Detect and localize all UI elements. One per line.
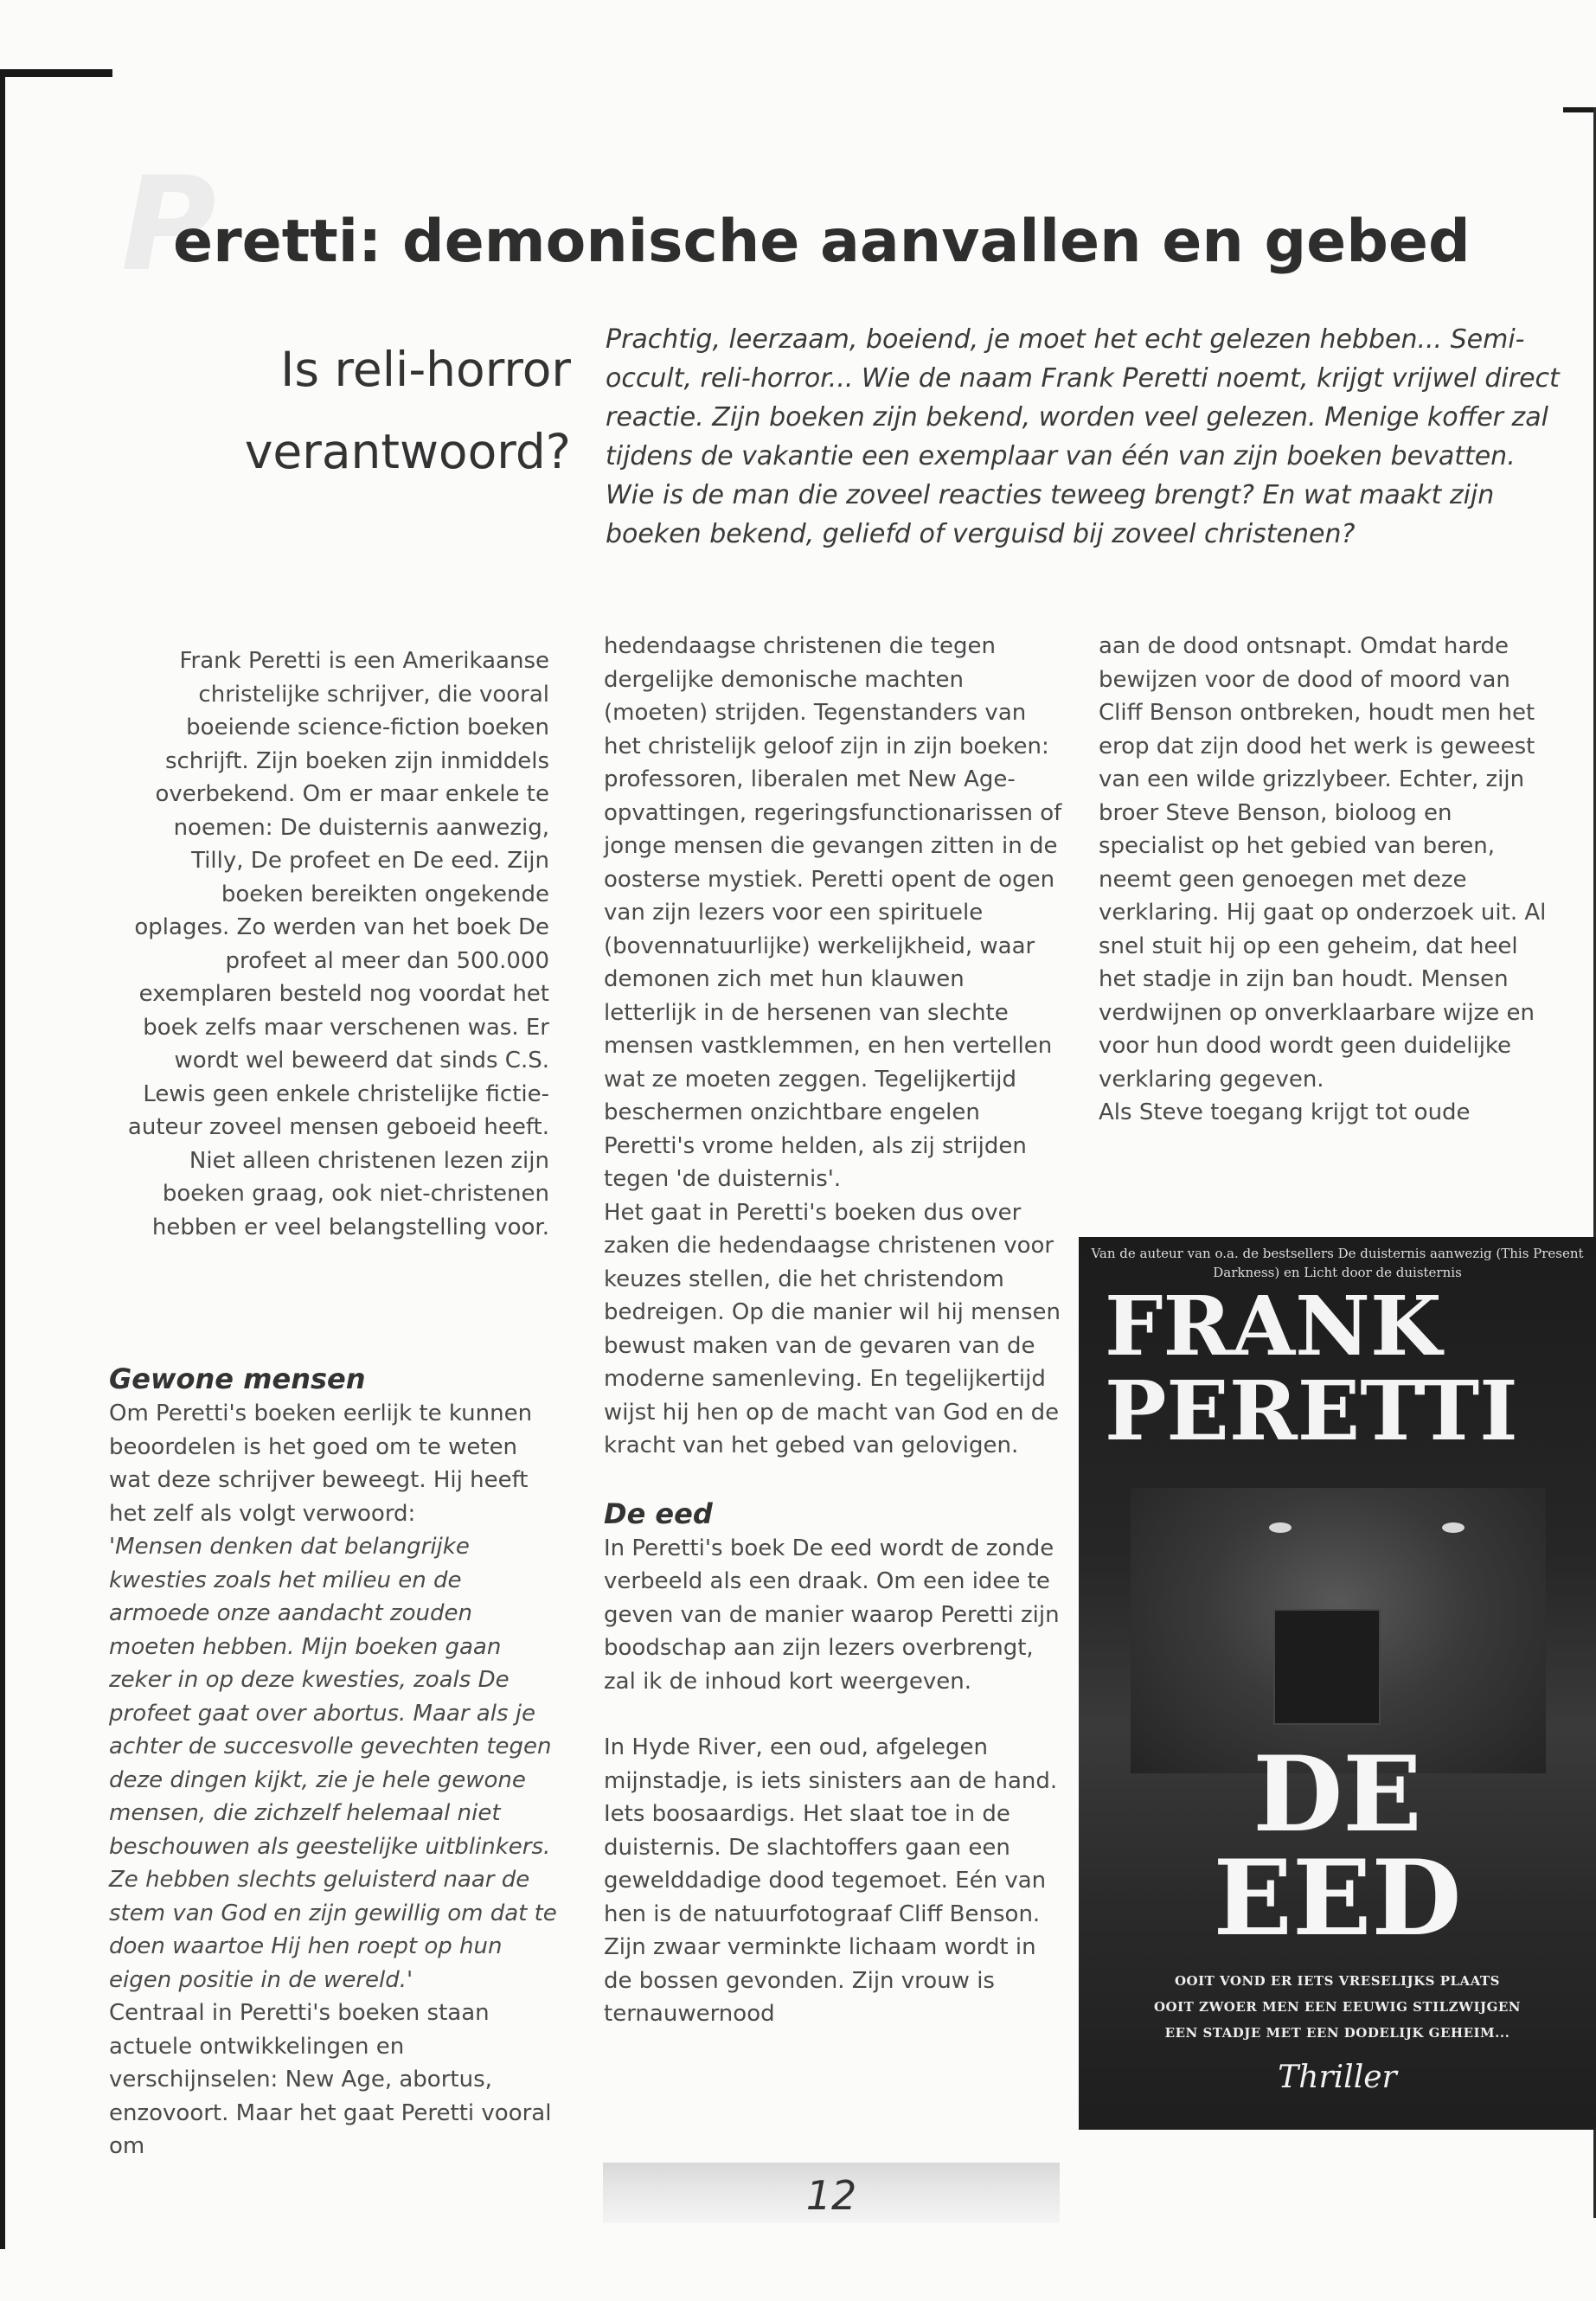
spacer <box>604 1463 1064 1496</box>
tagline-line: EEN STADJE MET EEN DODELIJK GEHEIM... <box>1164 2025 1510 2041</box>
page-number: 12 <box>805 2172 857 2219</box>
article-lead: Prachtig, leerzaam, boeiend, je moet het echt gelezen hebben... Semi-occult, reli-horror... Wie de naam Frank Peretti noemt, krijgt vrijwel direct reactie. Zijn boeken zijn bekend, worden veel gelezen. Menige koffer zal tijdens de vakantie een exemplaar van één van zijn boeken bevatten. Wie is de man die zoveel reacties teweeg brengt? En wat maakt zijn boeken bekend, geliefd of verguisd bij zoveel christenen? <box>606 324 1560 549</box>
column-2 <box>604 630 1064 2031</box>
section1-quote: 'Mensen denken dat belangrijke kwesties zoals het milieu en de armoede onze aandacht zouden moeten hebben. Mijn boeken gaan zeker in op deze kwesties, zoals De profeet gaat over abortus. Maar als je achter de succesvolle gevechten tegen deze dingen kijkt, zie je hele gewone mensen, die zichzelf helemaal niet beschouwen als geestelijke uitblinkers. Ze hebben slechts geluisterd naar de stem van God en zijn gewillig om dat te doen waartoe Hij hen roept op hun eigen positie in de wereld.' <box>109 1534 557 1993</box>
book-cover-eye-left <box>1269 1522 1292 1533</box>
tagline-line: OOIT VOND ER IETS VRESELIJKS PLAATS <box>1174 1973 1501 1989</box>
scan-edge-top <box>0 69 112 77</box>
intro-column <box>125 644 549 1244</box>
section2-paragraph-2: In Hyde River, een oud, afgelegen mijnstadje, is iets sinisters aan de hand. Iets boosaardigs. Het slaat toe in de duisternis. De slachtoffers gaan een gewelddadige dood tegemoet. Eén van hen is de natuurfotograaf Cliff Benson. Zijn zwaar verminkte lichaam wordt in de bossen gevonden. Zijn vrouw is ternauwernood <box>604 1734 1058 2027</box>
book-cover-building <box>1273 1609 1381 1725</box>
book-cover-image <box>1079 1237 1596 2130</box>
column3-paragraph-1: aan de dood ontsnapt. Omdat harde bewijzen voor de dood of moord van Cliff Benson ontbreken, houdt men het erop dat zijn dood het werk is geweest van een wilde grizzlybeer. Echter, zijn broer Steve Benson, bioloog en specialist op het gebied van beren, neemt geen genoegen met deze verklaring. Hij gaat op onderzoek uit. Al snel stuit hij op een geheim, dat heel het stadje in zijn ban houdt. Mensen verdwijnen op onverklaarbare wijze en voor hun dood wordt geen duidelijke verklaring gegeven. <box>1099 633 1547 1093</box>
book-cover-top-line: Van de auteur van o.a. de bestsellers De duisternis aanwezig (This Present Darkness) en Licht door de duisternis <box>1091 1246 1584 1280</box>
page-title: eretti: demonische aanvallen en gebed <box>173 208 1471 276</box>
column2-paragraph-2: Het gaat in Peretti's boeken dus over zaken die hedendaagse christenen voor keuzes stellen, die het christendom bedreigen. Op die manier wil hij mensen bewust maken van de gevaren van de moderne samenleving. En tegelijkertijd wijst hij hen op de macht van God en de kracht van het gebed van gelovigen. <box>604 1199 1061 1458</box>
section1-paragraph-2: Centraal in Peretti's boeken staan actuele ontwikkelingen en verschijnselen: New Age, abortus, enzovoort. Maar het gaat Peretti vooral om <box>109 2000 552 2159</box>
title-drop-letter: P <box>121 150 216 300</box>
spacer <box>604 1698 1064 1731</box>
book-cover-title: DE EED <box>1213 1734 1462 1959</box>
scan-edge-left <box>0 69 5 2249</box>
scan-edge-top-right <box>1563 107 1596 112</box>
section-heading-de-eed: De eed <box>604 1497 713 1530</box>
book-cover-genre: Thriller <box>1278 2060 1397 2095</box>
article-subtitle: Is reli-horror verantwoord? <box>244 342 571 479</box>
book-cover-tagline <box>1079 1968 1596 2046</box>
column3-paragraph-2: Als Steve toegang krijgt tot oude <box>1099 1099 1471 1125</box>
column-1-bottom <box>109 1361 559 2163</box>
book-cover-author: FRANK PERETTI <box>1105 1279 1518 1459</box>
section-heading-gewone-mensen: Gewone mensen <box>109 1362 366 1395</box>
intro-paragraph: Frank Peretti is een Amerikaanse christelijke schrijver, die vooral boeiende science-fiction boeken schrijft. Zijn boeken zijn inmiddels overbekend. Om er maar enkele te noemen: De duisternis aanwezig, Tilly, De profeet en De eed. Zijn boeken bereikten ongekende oplages. Zo werden van het boek De profeet al meer dan 500.000 exemplaren besteld nog voordat het boek zelfs maar verschenen was. Er wordt wel beweerd dat sinds C.S. Lewis geen enkele christelijke fictie-auteur zoveel mensen geboeid heeft. Niet alleen christenen lezen zijn boeken graag, ook niet-christenen hebben er veel belangstelling voor. <box>127 648 549 1240</box>
article-title <box>121 150 1548 300</box>
section1-paragraph-1: Om Peretti's boeken eerlijk te kunnen beoordelen is het goed om te weten wat deze schrijver beweegt. Hij heeft het zelf als volgt verwoord: <box>109 1400 533 1527</box>
column2-paragraph-1: hedendaagse christenen die tegen dergelijke demonische machten (moeten) strijden. Tegenstanders van het christelijk geloof zijn in zijn boeken: professoren, liberalen met New Age-opvattingen, regeringsfunctionarissen of jonge mensen die gevangen zitten in de oosterse mystiek. Peretti opent de ogen van zijn lezers voor een spirituele (bovennatuurlijke) werkelijkheid, waar demonen zich met hun klauwen letterlijk in de hersenen van slechte mensen vastklemmen, en hen vertellen wat ze moeten zeggen. Tegelijkertijd beschermen onzichtbare engelen Peretti's vrome helden, als zij strijden tegen 'de duisternis'. <box>604 633 1062 1192</box>
tagline-line: OOIT ZWOER MEN EEN EEUWIG STILZWIJGEN <box>1153 1999 1522 2015</box>
book-cover-eye-right <box>1442 1522 1465 1533</box>
column-3 <box>1099 630 1557 1130</box>
section2-paragraph-1: In Peretti's boek De eed wordt de zonde verbeeld als een draak. Om een idee te geven van de manier waarop Peretti zijn boodschap aan zijn lezers overbrengt, zal ik de inhoud kort weergeven. <box>604 1535 1060 1695</box>
